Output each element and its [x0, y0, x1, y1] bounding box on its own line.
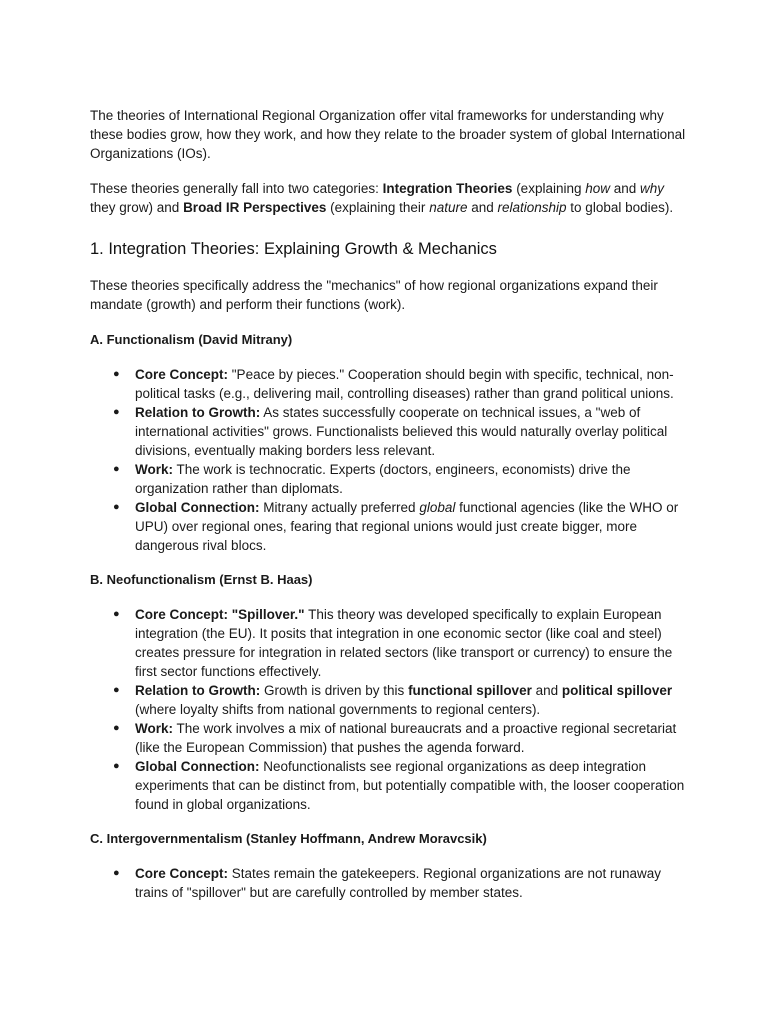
item-text: States remain the gatekeepers. Regional organizations are not runaway trains of "spillover" but are carefully controlled by member states.	[135, 866, 662, 900]
item-text: Growth is driven by this	[260, 683, 409, 698]
intro-paragraph-2	[90, 179, 686, 217]
bold-run: functional spillover	[408, 683, 532, 698]
list-item	[90, 757, 686, 814]
item-label: Work:	[135, 721, 174, 736]
list-item	[90, 365, 686, 403]
bold-run: political spillover	[561, 683, 673, 698]
list-item	[90, 498, 686, 555]
item-label: Core Concept:	[135, 367, 229, 382]
bold-run: Broad IR Perspectives	[183, 200, 327, 215]
item-label: Global Connection:	[135, 500, 260, 515]
bullet-icon: ●	[113, 684, 120, 696]
bullet-icon: ●	[113, 722, 120, 734]
item-text: Mitrany actually preferred	[259, 500, 420, 515]
bullet-icon: ●	[113, 463, 120, 475]
intro-paragraph-1: The theories of International Regional Organization offer vital frameworks for understanding why these bodies grow, how they work, and how they relate to the broader system of global International Organizations (IOs).	[90, 108, 686, 161]
italic-run: how	[585, 181, 610, 196]
subsection-heading-a: A. Functionalism (David Mitrany)	[90, 332, 293, 347]
text-run: they grow) and	[90, 200, 184, 215]
bullet-list-b	[90, 605, 686, 814]
item-text: Neofunctionalists see regional organizations as deep integration experiments that can be distinct from, but potentially compatible with, the looser cooperation found in global organizations.	[135, 759, 685, 812]
item-text: As states successfully cooperate on technical issues, a "web of international activities" grows. Functionalists believed this would naturally overlay political divisions, eventually making borders less relevant.	[135, 405, 668, 458]
italic-run: why	[640, 181, 665, 196]
list-item	[90, 460, 686, 498]
item-label: Relation to Growth:	[135, 683, 261, 698]
item-label: Work:	[135, 462, 174, 477]
bullet-list-c	[90, 864, 686, 902]
list-item	[90, 605, 686, 681]
item-text: functional agencies (like the WHO or UPU) over regional ones, fearing that regional unions would just create bigger, more dangerous rival blocs.	[135, 500, 679, 553]
item-text: "Peace by pieces." Cooperation should begin with specific, technical, non-political tasks (e.g., delivering mail, controlling diseases) rather than grand political unions.	[135, 367, 674, 401]
list-item	[90, 719, 686, 757]
bullet-list-a	[90, 365, 686, 555]
section-heading: 1. Integration Theories: Explaining Growth & Mechanics	[90, 240, 497, 258]
bullet-icon: ●	[113, 406, 120, 418]
list-item	[90, 681, 686, 719]
subsection-heading-b: B. Neofunctionalism (Ernst B. Haas)	[90, 572, 313, 587]
item-text: (where loyalty shifts from national governments to regional centers).	[135, 702, 541, 717]
item-label: Core Concept:	[135, 866, 229, 881]
bold-run: Integration Theories	[382, 181, 513, 196]
text-run: (explaining their	[326, 200, 430, 215]
bullet-icon: ●	[113, 501, 120, 513]
item-label: Global Connection:	[135, 759, 260, 774]
bullet-icon: ●	[113, 867, 120, 879]
text-run: and	[610, 181, 641, 196]
item-label: Relation to Growth:	[135, 405, 261, 420]
item-text: This theory was developed specifically to explain European integration (the EU). It posits that integration in one economic sector (like coal and steel) creates pressure for integration in related sectors (like transport or currency) to ensure the first sector functions effectively.	[135, 607, 673, 679]
text-run: to global bodies).	[566, 200, 674, 215]
item-text: The work is technocratic. Experts (doctors, engineers, economists) drive the organization rather than diplomats.	[135, 462, 631, 496]
document-body	[90, 106, 686, 917]
item-text: and	[531, 683, 562, 698]
item-text: The work involves a mix of national bureaucrats and a proactive regional secretariat (like the European Commission) that pushes the agenda forward.	[135, 721, 677, 755]
bullet-icon: ●	[113, 368, 120, 380]
text-run: (explaining	[512, 181, 586, 196]
bullet-icon: ●	[113, 608, 120, 620]
italic-run: nature	[429, 200, 468, 215]
bullet-icon: ●	[113, 760, 120, 772]
text-run: and	[467, 200, 498, 215]
subsection-heading-c: C. Intergovernmentalism (Stanley Hoffmann, Andrew Moravcsik)	[90, 831, 487, 846]
list-item	[90, 864, 686, 902]
section-intro: These theories specifically address the "mechanics" of how regional organizations expand their mandate (growth) and perform their functions (work).	[90, 278, 658, 312]
list-item	[90, 403, 686, 460]
item-label: Core Concept: "Spillover."	[135, 607, 305, 622]
text-run: These theories generally fall into two categories:	[90, 181, 383, 196]
italic-run: relationship	[497, 200, 567, 215]
italic-run: global	[419, 500, 456, 515]
